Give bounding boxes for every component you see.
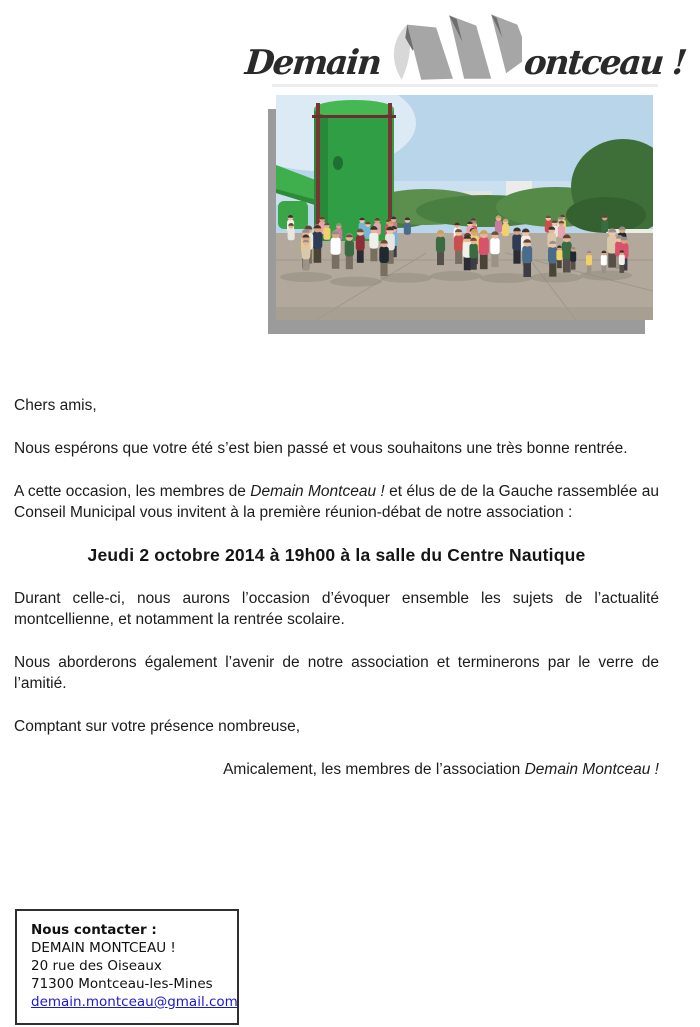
paragraph-presence: Comptant sur votre présence nombreuse, <box>14 718 301 735</box>
letter-body <box>14 395 659 802</box>
closing-association-italic: Demain Montceau ! <box>524 761 659 778</box>
closing-line <box>14 759 659 780</box>
paragraph-invitation <box>14 481 659 523</box>
logo-word-demain: Demain <box>243 43 382 83</box>
invitation-text-after: et élus de de la Gauche rassemblée au Conseil Municipal vous invitent à la première réunion-débat de notre association : <box>14 483 659 521</box>
paragraph-avenir: Nous aborderons également l’avenir de notre association et terminerons par le verre de l’amitié. <box>14 654 659 692</box>
group-photo <box>276 95 653 320</box>
logo-word-ontceau: ontceau ! <box>522 43 687 83</box>
contact-box <box>15 909 239 1025</box>
salutation: Chers amis, <box>14 397 97 414</box>
invitation-text-before: A cette occasion, les membres de <box>14 483 251 500</box>
contact-address-line1: 20 rue des Oiseaux <box>31 958 162 974</box>
association-name-italic: Demain Montceau ! <box>250 483 385 500</box>
closing-text: Amicalement, les membres de l’association <box>223 761 525 778</box>
group-photo-illustration <box>276 95 653 320</box>
paragraph-rentree: Nous espérons que votre été s’est bien passé et vous souhaitons une très bonne rentrée. <box>14 440 628 457</box>
logo <box>243 4 687 84</box>
contact-heading: Nous contacter : <box>31 922 157 938</box>
contact-org: DEMAIN MONTCEAU ! <box>31 940 176 956</box>
logo-shadow-strip <box>272 84 658 87</box>
event-title: Jeudi 2 octobre 2014 à 19h00 à la salle du Centre Nautique <box>87 545 586 565</box>
logo-m-ribbon-icon <box>382 12 522 84</box>
email-link[interactable]: demain.montceau@gmail.com <box>31 994 238 1010</box>
paragraph-sujets: Durant celle-ci, nous aurons l’occasion d’évoquer ensemble les sujets de l’actualité montcellienne, et notamment la rentrée scolaire. <box>14 590 659 628</box>
contact-email-line <box>31 993 238 1011</box>
contact-address-line2: 71300 Montceau-les-Mines <box>31 976 213 992</box>
